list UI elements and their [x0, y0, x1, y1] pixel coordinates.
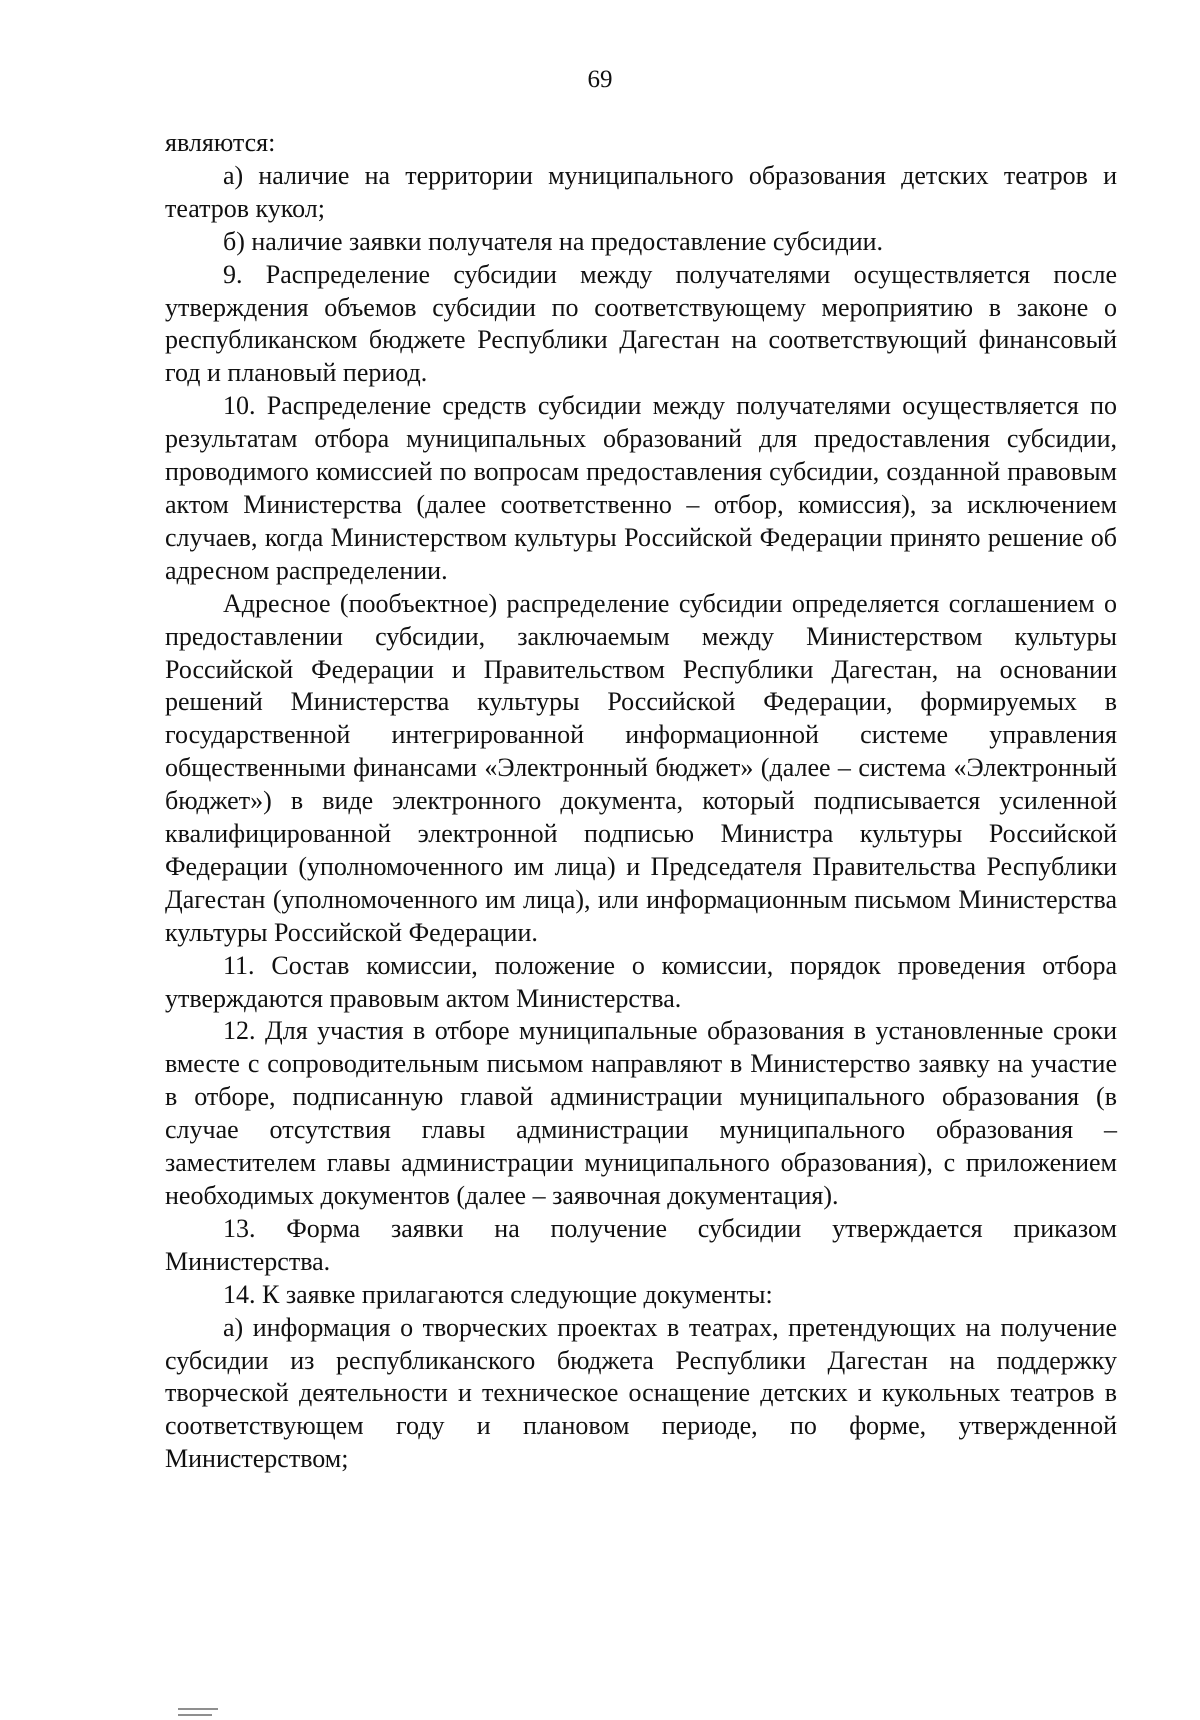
- paragraph-clause-14-item-a: а) информация о творческих проектах в театрах, претендующих на получение субсидии из республиканского бюджета Республики Дагестан на поддержку творческой деятельности и техническое оснащение детских и кукольных театров в соответствующем году и плановом периоде, по форме, утвержденной Министерством;: [165, 1312, 1117, 1474]
- paragraph-item-a: а) наличие на территории муниципального образования детских театров и театров кукол;: [165, 160, 1117, 223]
- paragraph-clause-9: 9. Распределение субсидии между получателями осуществляется после утверждения объемов субсидии по соответствующему мероприятию в законе о республиканском бюджете Республики Дагестан на соответствующий финансовый год и плановый период.: [165, 259, 1117, 388]
- paragraph-clause-10: 10. Распределение средств субсидии между получателями осуществляется по результатам отбора муниципальных образований для предоставления субсидии, проводимого комиссией по вопросам предоставления субсидии, созданной правовым актом Министерства (далее соответственно – отбор, комиссия), за исключением случаев, когда Министерством культуры Российской Федерации принято решение об адресном распределении.: [165, 391, 1117, 585]
- paragraph-address-distribution: Адресное (пообъектное) распределение субсидии определяется соглашением о предоставлении субсидии, заключаемым между Министерством культуры Российской Федерации и Правительством Республики Дагестан, на основании решений Министерства культуры Российской Федерации, формируемых в государственной интегрированной информационной системе управления общественными финансами «Электронный бюджет» (далее – система «Электронный бюджет») в виде электронного документа, который подписывается усиленной квалифицированной электронной подписью Министра культуры Российской Федерации (уполномоченного им лица) и Председателя Правительства Республики Дагестан (уполномоченного им лица), или информационным письмом Министерства культуры Российской Федерации.: [165, 588, 1117, 947]
- scan-mark-bottom-2: [178, 1714, 212, 1716]
- page-number: 69: [587, 66, 613, 93]
- paragraph-clause-12: 12. Для участия в отборе муниципальные образования в установленные сроки вместе с сопроводительным письмом направляют в Министерство заявку на участие в отборе, подписанную главой администрации муниципального образования (в случае отсутствия главы администрации муниципального образования – заместителем главы администрации муниципального образования), с приложением необходимых документов (далее – заявочная документация).: [165, 1016, 1117, 1210]
- paragraph-intro: являются:: [165, 128, 276, 157]
- paragraph-clause-14: 14. К заявке прилагаются следующие документы:: [223, 1279, 773, 1309]
- paragraph-clause-11: 11. Состав комиссии, положение о комиссии, порядок проведения отбора утверждаются правовым актом Министерства.: [165, 950, 1117, 1013]
- scan-mark-bottom: [178, 1708, 218, 1710]
- document-body: [165, 127, 1117, 1476]
- paragraph-clause-13: 13. Форма заявки на получение субсидии утверждается приказом Министерства.: [165, 1213, 1117, 1276]
- paragraph-item-b: б) наличие заявки получателя на предоставление субсидии.: [223, 226, 884, 256]
